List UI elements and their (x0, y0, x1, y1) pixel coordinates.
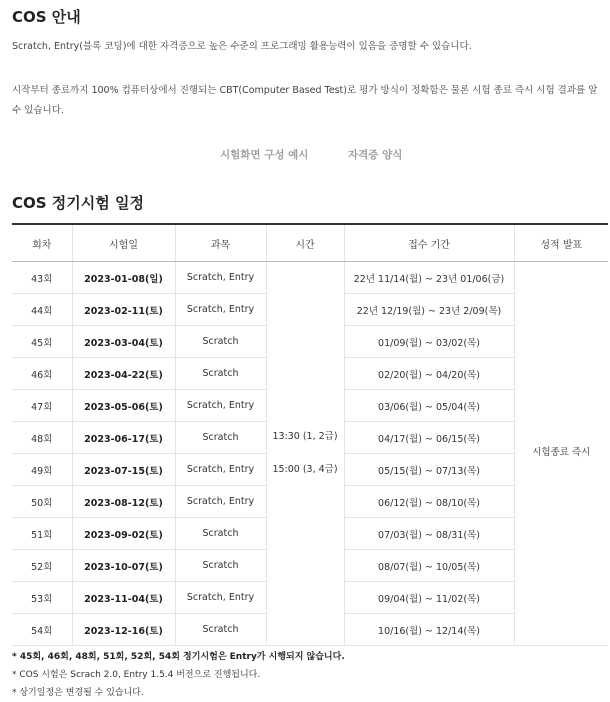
reference-links (0, 147, 610, 165)
registration-period-cell: 03/06(월) ~ 05/04(목) (344, 390, 514, 422)
round-cell: 48회 (12, 422, 72, 454)
note-schedule-change: * 상기일정은 변경될 수 있습니다. (12, 688, 144, 698)
subject-cell: Scratch, Entry (175, 454, 266, 486)
exam-date-cell: 2023-10-07(토) (72, 550, 175, 582)
exam-date-cell: 2023-11-04(토) (72, 582, 175, 614)
subject-cell: Scratch (175, 518, 266, 550)
subject-cell: Scratch (175, 326, 266, 358)
exam-date-cell: 2023-08-12(토) (72, 486, 175, 518)
subject-cell: Scratch, Entry (175, 582, 266, 614)
registration-period-cell: 08/07(월) ~ 10/05(목) (344, 550, 514, 582)
round-cell: 45회 (12, 326, 72, 358)
round-cell: 54회 (12, 614, 72, 646)
header-result: 성적 발표 (514, 224, 608, 262)
header-subject: 과목 (175, 224, 266, 262)
exam-time-cell (266, 262, 344, 646)
registration-period-cell: 22년 12/19(월) ~ 23년 2/09(목) (344, 294, 514, 326)
certificate-sample-link[interactable]: 자격증 양식 (348, 149, 403, 161)
registration-period-cell: 10/16(월) ~ 12/14(목) (344, 614, 514, 646)
subject-cell: Scratch, Entry (175, 294, 266, 326)
header-registration-period: 접수 기간 (344, 224, 514, 262)
screen-example-link[interactable]: 시험화면 구성 예시 (220, 149, 309, 161)
cos-info-title: COS 안내 (12, 8, 81, 26)
subject-cell: Scratch (175, 422, 266, 454)
round-cell: 49회 (12, 454, 72, 486)
intro-paragraph-2: 시작부터 종료까지 100% 컴퓨터상에서 진행되는 CBT(Computer Based Test)로 평가 방식이 정확함은 물론 시험 종료 즉시 시험 결과를 알 수 있습니다. (12, 85, 598, 116)
table-row (12, 262, 608, 294)
exam-date-cell: 2023-05-06(토) (72, 390, 175, 422)
round-cell: 52회 (12, 550, 72, 582)
time-slot-2: 15:00 (3, 4급) (272, 463, 338, 475)
note-versions: * COS 시험은 Scrach 2.0, Entry 1.5.4 버전으로 진행됩니다. (12, 670, 261, 680)
registration-period-cell: 04/17(월) ~ 06/15(목) (344, 422, 514, 454)
registration-period-cell: 01/09(월) ~ 03/02(목) (344, 326, 514, 358)
exam-date-cell: 2023-12-16(토) (72, 614, 175, 646)
exam-date-cell: 2023-07-15(토) (72, 454, 175, 486)
header-round: 회차 (12, 224, 72, 262)
registration-period-cell: 02/20(월) ~ 04/20(목) (344, 358, 514, 390)
schedule-notes (12, 648, 345, 702)
registration-period-cell: 06/12(월) ~ 08/10(목) (344, 486, 514, 518)
subject-cell: Scratch, Entry (175, 486, 266, 518)
header-exam-date: 시험일 (72, 224, 175, 262)
registration-period-cell: 09/04(월) ~ 11/02(목) (344, 582, 514, 614)
round-cell: 50회 (12, 486, 72, 518)
round-cell: 43회 (12, 262, 72, 294)
exam-date-cell: 2023-02-11(토) (72, 294, 175, 326)
table-header-row (12, 224, 608, 262)
registration-period-cell: 07/03(월) ~ 08/31(목) (344, 518, 514, 550)
subject-cell: Scratch (175, 550, 266, 582)
subject-cell: Scratch (175, 614, 266, 646)
subject-cell: Scratch, Entry (175, 262, 266, 294)
round-cell: 51회 (12, 518, 72, 550)
note-entry-not-offered: * 45회, 46회, 48회, 51회, 52회, 54회 정기시험은 Entry가 시행되지 않습니다. (12, 652, 345, 662)
exam-date-cell: 2023-09-02(토) (72, 518, 175, 550)
registration-period-cell: 22년 11/14(월) ~ 23년 01/06(금) (344, 262, 514, 294)
header-time: 시간 (266, 224, 344, 262)
schedule-table (12, 223, 608, 646)
registration-period-cell: 05/15(월) ~ 07/13(목) (344, 454, 514, 486)
exam-date-cell: 2023-04-22(토) (72, 358, 175, 390)
round-cell: 44회 (12, 294, 72, 326)
result-cell: 시험종료 즉시 (514, 262, 608, 646)
round-cell: 53회 (12, 582, 72, 614)
time-slot-1: 13:30 (1, 2급) (272, 431, 338, 443)
schedule-title: COS 정기시험 일정 (12, 194, 144, 212)
round-cell: 47회 (12, 390, 72, 422)
exam-date-cell: 2023-03-04(토) (72, 326, 175, 358)
subject-cell: Scratch (175, 358, 266, 390)
round-cell: 46회 (12, 358, 72, 390)
intro-paragraph-1: Scratch, Entry(블록 코딩)에 대한 자격증으로 높은 수준의 프로그래밍 활용능력이 있음을 증명할 수 있습니다. (12, 41, 472, 52)
subject-cell: Scratch, Entry (175, 390, 266, 422)
exam-date-cell: 2023-01-08(일) (72, 262, 175, 294)
exam-date-cell: 2023-06-17(토) (72, 422, 175, 454)
